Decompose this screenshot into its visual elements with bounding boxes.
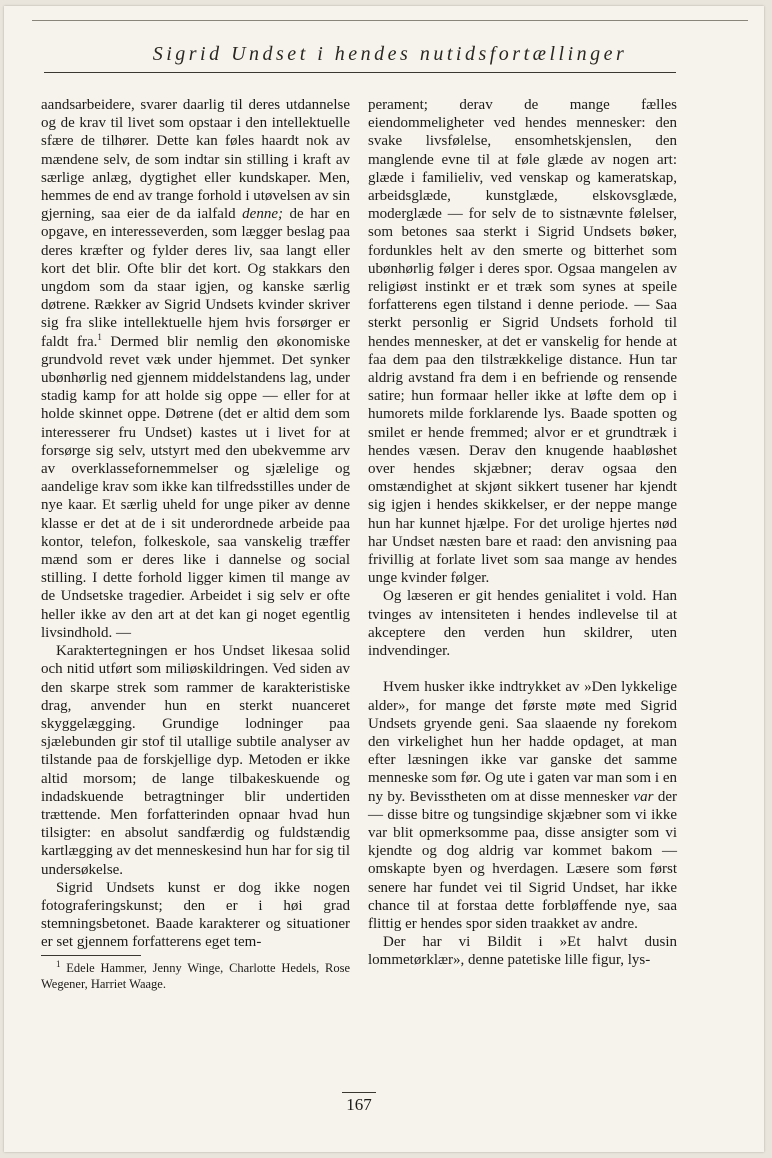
paragraph: Og læseren er git hendes genialitet i vold. Han tvinges av intensiteten i hendes indlevelse til at akceptere den verden hun skildrer, uten indvendinger. [368,588,677,660]
emphasis: var [633,788,654,805]
top-border-rule [32,20,748,21]
footnote-text: Edele Hammer, Jenny Winge, Charlotte Hedels, Rose Wegener, Harriet Waage. [41,960,350,991]
footnote-mark: 1 [56,958,61,969]
paragraph [41,96,350,642]
text-run: der — disse bitre og tungsindige skjæbner som vi ikke var blit opmerksomme paa, disse ansigter som vi kjendte og dog aldrig var kommet bakom — omskapte byen og hverdagen. Læsere som først senere har fundet vei til Sigrid Undset, har ikke chance til at forstaa dette forbløffende nye, saa flittig er hendes spor siden traakket av andre. [368,788,677,932]
book-page [4,6,764,1152]
text-run: Hvem husker ikke indtrykket av »Den lykkelige alder», for mange det første møte med Sigrid Undsets gryende geni. Saa slaaende ny forekom den virkelighet hun her hadde opdaget, at man efter læsningen ikke var ganske det samme menneske som før. Og ute i gaten var man som i en ny by. Bevisstheten om at disse mennesker [368,679,677,805]
paragraph: perament; derav de mange fælles eiendommeligheter ved hendes mennesker: den svake livsfølelse, ensomhetskjenslen, den manglende evne til at føle glæde av nogen art: glæde i familieliv, ved venskap og kameratskap, arbeidsglæde, kunstglæde, elskovsglæde, moderglæde — for selv de to sistnævnte følelser, som betones saa sterkt i Sigrid Undsets bøker, fordunkles helt av den smerte og bitterhet som ubønhørlig følger i deres spor. Ogsaa mangelen av religiøst instinkt er et træk som synes at speile forfatterens egen tilstand i denne periode. — Saa sterkt personlig er Sigrid Undsets forhold til hendes mennesker, at det er vanskelig for hende at faa dem paa den tilstrækkelige distance. Hun tar aldrig avstand fra dem i en befriende og rensende satire; hun formaar heller ikke at løfte dem op i humorets milde forklarende lys. Baade spotten og smilet er hende fremmed; alvor er et grundtræk i hendes væsen. Derav den knugende haabløshet over hendes skjæbner; derav ogsaa den omstændighet at skjønt sikkert tusener har kjendt sig igjen i hendes skikkelser, er der neppe mange hun har kunnet hjælpe. For det urolige hjertes nød har Undset næsten bare et raad: den anvisning paa frivillig at forlate livet som saa mange av hendes unge kvinder følger. [368,97,677,587]
right-column [368,96,677,970]
footnote [41,960,350,992]
page-number: 167 [342,1092,376,1115]
text-run: de har en opgave, en interesseverden, som lægger beslag paa deres kræfter og fylder deres liv, saa langt eller kort det blir. Ofte blir det kort. Og stakkars den ungdom som da staar igjen, og kanske særlig døtrene. Rækker av Sigrid Undsets kvinder skriver sig fra slike intellektuelle hjem hvis forsørger er faldt fra. [41,206,351,350]
paragraph: Der har vi Bildit i »Et halvt dusin lommetørklær», denne patetiske lille figur, lys- [368,934,677,969]
emphasis: denne; [242,206,283,223]
header-rule [44,72,676,73]
paragraph: Karaktertegningen er hos Undset likesaa solid och nitid utført som miliøskildringen. Ved siden av den skarpe strek som rammer de karakteristiske drag, anvender hun en sterkt nuanceret skyggelægging. Grundige lodninger paa sjælebunden gir stof til utallige subtile analyser av tilstande paa de forskjellige dyp. Metoden er ikke altid morsom; de lange tilbakeskuende og indadskuende betragtninger blir undertiden trættende. Men forfatterinden opnaar hvad hun tilsigter: en absolut sandfærdig og fuldstændig kartlægging av det menneskesind hun har for sig til undersøkelse. [41,643,350,878]
text-run: Dermed blir nemlig den økonomiske grundvold revet væk under hjemmet. Det synker ubønhørlig ned gjennem middelstandens lag, under stadig kamp for att holde sig oppe — eller for at holde skinnet oppe. Døtrene (det er altid dem som interesserer fru Undset) kastes ut i livet for at forsørge sig selv, utstyrt med den ubekvemme arv av overklassefornemmelser og sjælelige og aandelige krav som ikke kan tilfredsstilles under de nye kaar. Et særlig uheld for unge piker av denne klasse er det at de i sit underordnede arbeide paa kontor, telefon, folkeskole, saa vanskelig træffer mænd som er deres like i dannelse og social stilling. I dette forhold ligger kimen til mange av de Undsetske tragedier. Arbeidet i sig selv er ofte heller ikke av den art at det kan gi noget egentlig livsindhold. — [41,333,350,641]
paragraph [368,678,677,933]
text-run: aandsarbeidere, svarer daarlig til deres utdannelse og de krav til livet som opstaar i den intellektuelle sfære de tilhører. Dette kan føles haardt nok av mændene selv, de som indtar sin stilling i kraft av særlige anlæg, dygtighet eller kundskaper. Men, hemmes de end av trange forhold i utøvelsen av sin gjerning, saa eier de da ialfald [41,97,350,223]
paragraph: Sigrid Undsets kunst er dog ikke nogen fotograferingskunst; den er i høi grad stemningsbetonet. Baade karakterer og situationer er set gjennem forfatterens eget tem- [41,879,350,951]
footnote-rule [41,955,141,956]
running-head: Sigrid Undset i hendes nutidsfortællinger [152,43,628,65]
footnote-reference: 1 [97,331,102,342]
left-column [41,96,350,992]
